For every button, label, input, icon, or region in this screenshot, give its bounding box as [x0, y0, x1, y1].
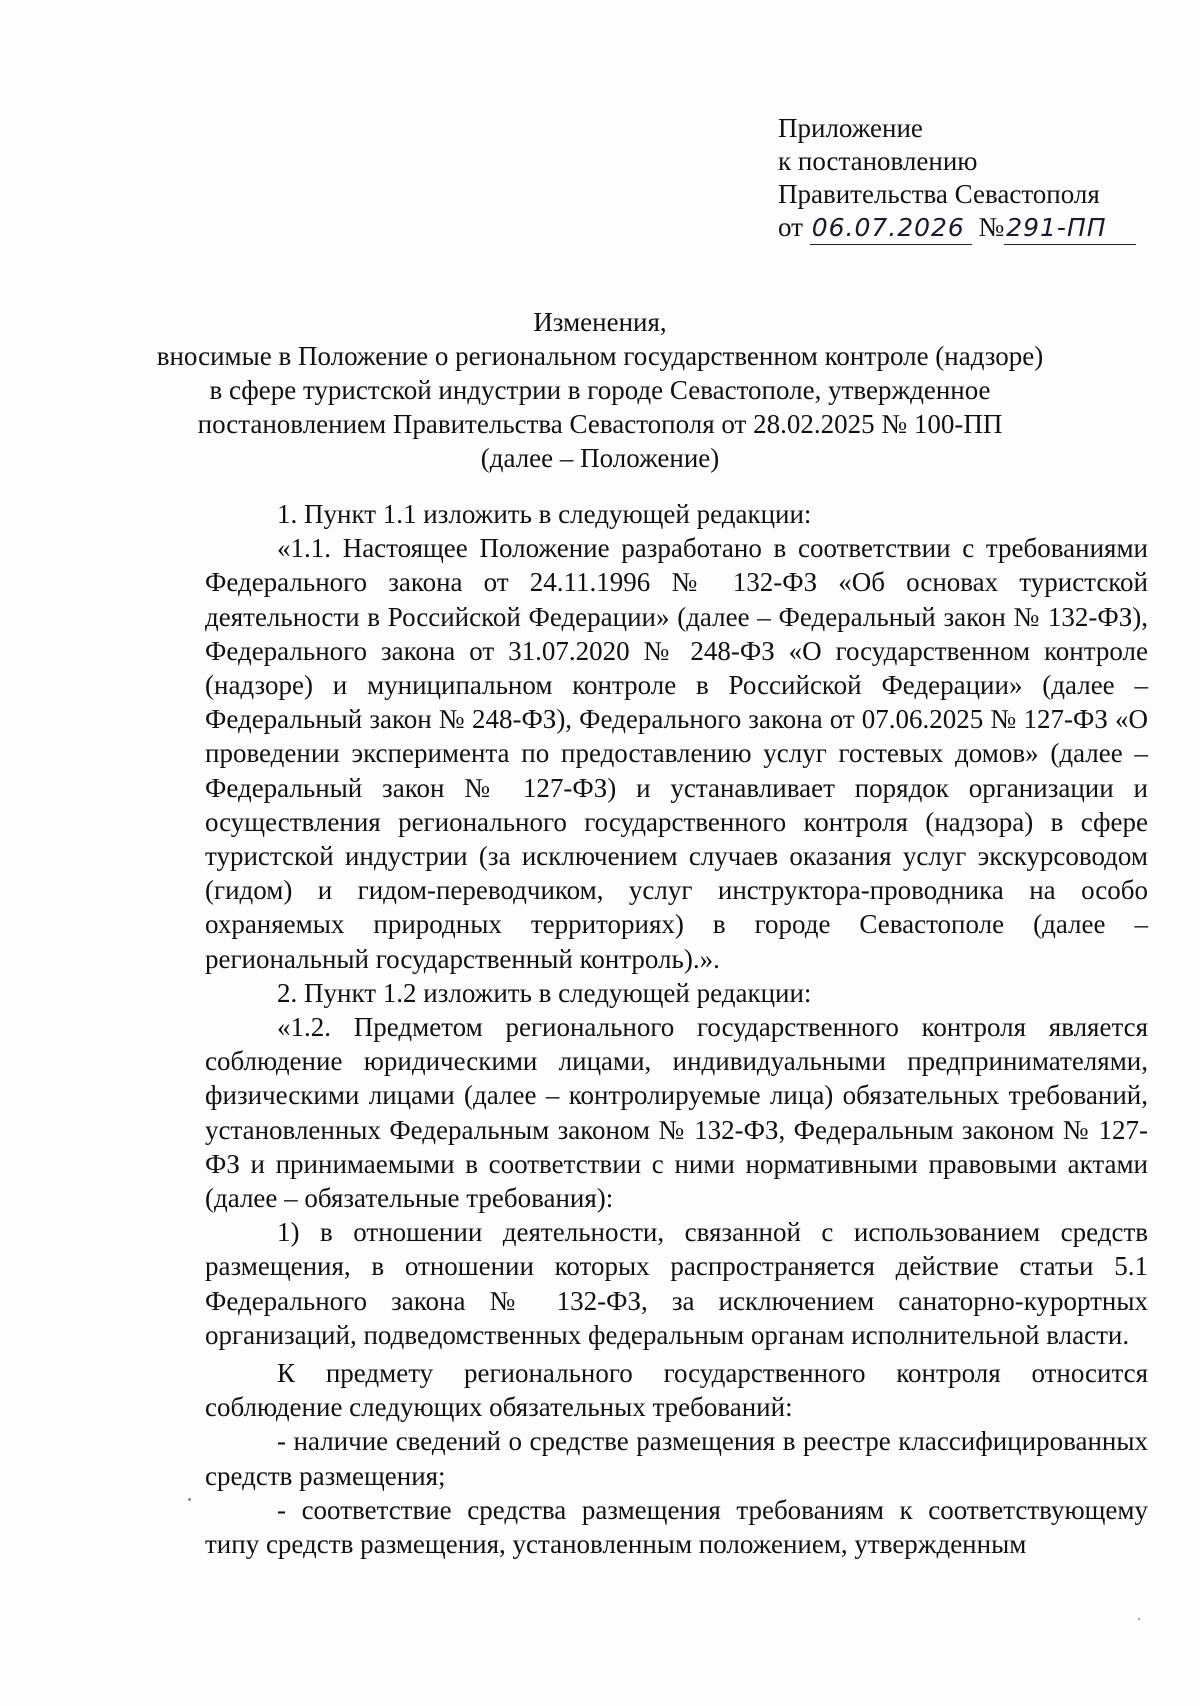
appendix-date-line [778, 211, 1136, 245]
paragraph-subitem-1: 1) в отношении деятельности, связанной с использованием средств размещения, в отношении которых распространяется действие статьи 5.1 Федерального закона № 132-ФЗ, за исключением санаторно-курортных организаций, подведомственных федеральным органам исполнительной власти. [205, 1217, 1148, 1350]
appendix-title: Приложение [778, 113, 923, 143]
title-line-3: в сфере туристской индустрии в городе Севастополе, утвержденное [209, 375, 991, 405]
title-line-4: постановлением Правительства Севастополя от 28.02.2025 № 100-ПП [197, 409, 1003, 439]
number-prefix: № [978, 212, 1005, 242]
paragraph-item-2: 2. Пункт 1.2 изложить в следующей редакции: [277, 977, 812, 1008]
appendix-line-2: к постановлению [778, 146, 978, 176]
paragraph-clause-1-1: «1.1. Настоящее Положение разработано в соответствии с требованиями Федерального закона от 24.11.1996 № 132-ФЗ «Об основах туристской деятельности в Российской Федерации» (далее – Федеральный закон № 132-ФЗ), Федерального закона от 31.07.2020 № 248-ФЗ «О государственном контроле (надзоре) и муниципальном контроле в Российской Федерации» (далее – Федеральный закон № 248-ФЗ), Федерального закона от 07.06.2025 № 127-ФЗ «О проведении эксперимента по предоставлению услуг гостевых домов» (далее – Федеральный закон № 127-ФЗ) и устанавливает порядок организации и осуществления регионального государственного контроля (надзора) в сфере туристской индустрии (за исключением случаев оказания услуг экскурсоводом (гидом) и гидом-переводчиком, услуг инструктора-проводника на особо охраняемых природных территориях) в городе Севастополе (далее – региональный государственный контроль).». [205, 533, 1148, 974]
paragraph-item-1: 1. Пункт 1.1 изложить в следующей редакции: [277, 499, 812, 529]
paragraph-subject: К предмету регионального государственного контроля относится соблюдение следующих обязательных требований: [205, 1358, 1148, 1423]
paragraph-requirement-2: - соответствие средства размещения требованиям к соответствующему типу средств размещения, установленным положением, утвержденным [205, 1494, 1148, 1560]
title-line-5: (далее – Положение) [480, 443, 720, 473]
title-line-1: Изменения, [533, 307, 667, 337]
document-body [205, 497, 1148, 1561]
paragraph-clause-1-2: «1.2. Предметом регионального государственного контроля является соблюдение юридическими лицами, индивидуальными предпринимателями, физическими лицами (далее – контролируемые лица) обязательных требований, установленных Федеральным законом № 132-ФЗ, Федеральным законом № 127-ФЗ и принимаемыми в соответствии с ними нормативными правовыми актами (далее – обязательные требования): [205, 1012, 1148, 1214]
handwritten-number: 291-ПП [1004, 211, 1136, 245]
title-line-2: вносимые в Положение о региональном государственном контроле (надзоре) [156, 341, 1044, 371]
scan-speck [188, 1498, 191, 1501]
appendix-header [778, 112, 1136, 245]
date-prefix: от [778, 212, 803, 242]
appendix-line-3: Правительства Севастополя [778, 179, 1100, 209]
scan-speck [1138, 1618, 1140, 1620]
paragraph-requirement-1: - наличие сведений о средстве размещения в реестре классифицированных средств размещения; [205, 1426, 1148, 1491]
document-title [150, 305, 1050, 475]
handwritten-date: 06.07.2026 [810, 211, 972, 245]
